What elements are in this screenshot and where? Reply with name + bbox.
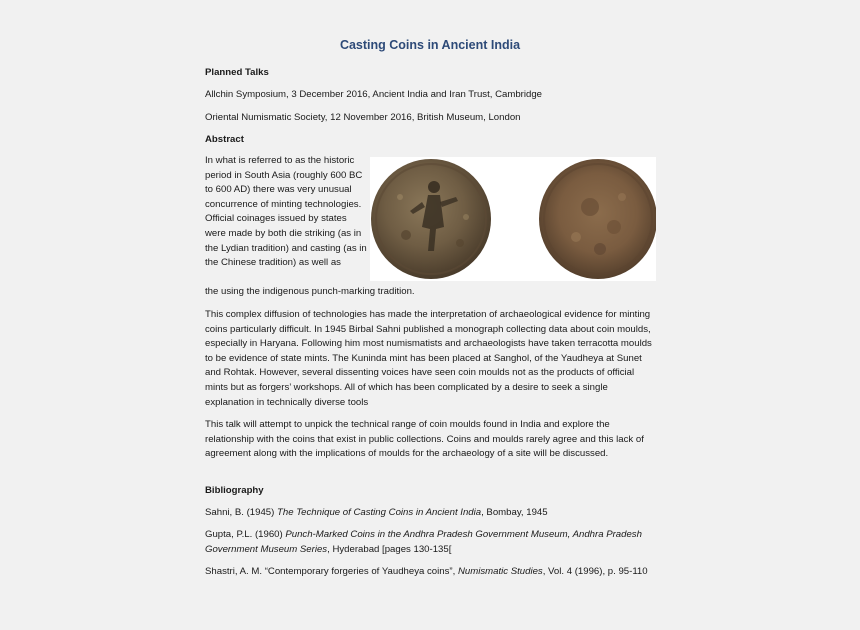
document-title: Casting Coins in Ancient India	[339, 38, 521, 52]
abstract-paragraph-1-text: In what is referred to as the historic period in South Asia (roughly 600 BC to 600 AD) there was very unusual concurrence of minting technologies. Official coinages issued by states were made by both die striking (as in the Lydian tradition) and casting (as in the Chinese tradition) as well as	[205, 155, 367, 269]
coin-photo	[370, 157, 656, 281]
talk-item: Allchin Symposium, 3 December 2016, Ancient India and Iran Trust, Cambridge	[205, 89, 543, 100]
coin-image	[370, 157, 656, 281]
planned-talks-heading: Planned Talks	[205, 67, 269, 78]
coin-reverse	[539, 159, 656, 279]
abstract-paragraph-2: This complex diffusion of technologies has made the interpretation of archaeological evidence for minting coins particularly difficult. In 1945 Birbal Sahni published a monograph collecting data about coin moulds, especially in Haryana. Following him most numismatists and archaeologists have taken terracotta moulds to be evidence of state mints. The Kuninda mint has been placed at Sanghol, of the Yaudheya at Sunet and Rohtak. However, several dissenting voices have seen coin moulds not as the products of official mints but as forgers’ workshops. All of which has been complicated by a desire to seek a single explanation in technically diverse tools	[205, 309, 652, 408]
coin-obverse	[371, 159, 491, 279]
bibliography-entry: Shastri, A. M. “Contemporary forgeries of Yaudheya coins”, Numismatic Studies, Vol. 4 (1996), p. 95-110	[205, 566, 648, 577]
abstract-paragraph-3: This talk will attempt to unpick the technical range of coin moulds found in India and explore the relationship with the coins that exist in public collections. Coins and moulds rarely agree and this lack of agreement along with the implications of moulds for the archaeology of a site will be discussed.	[205, 419, 644, 460]
abstract-paragraph-1-tail: the using the indigenous punch-marking tradition.	[205, 286, 415, 297]
talk-item: Oriental Numismatic Society, 12 November 2016, British Museum, London	[205, 112, 521, 123]
bibliography-entry: Sahni, B. (1945) The Technique of Casting Coins in Ancient India, Bombay, 1945	[205, 507, 548, 518]
abstract-heading: Abstract	[205, 134, 244, 145]
bibliography-heading: Bibliography	[205, 485, 264, 496]
bibliography-entry: Gupta, P.L. (1960) Punch-Marked Coins in the Andhra Pradesh Government Museum, Andhra Pradesh Government Museum Series, Hyderabad [pages 130-135[	[205, 529, 642, 555]
